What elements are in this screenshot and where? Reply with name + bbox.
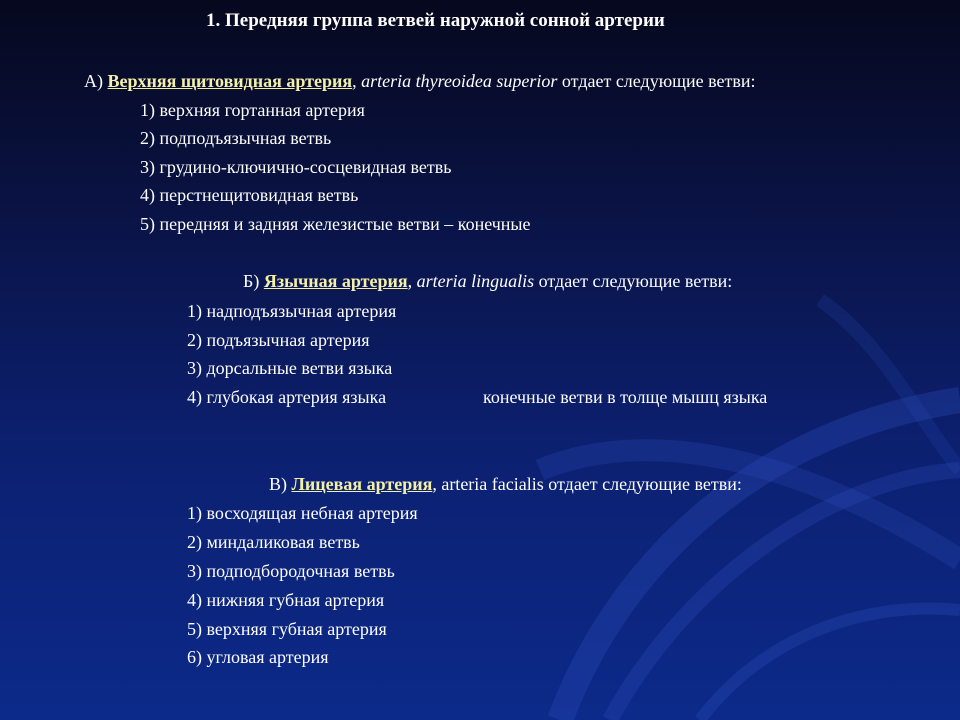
section-a-item: 2) подподъязычная ветвь — [140, 128, 332, 148]
section-b-item: 1) надподъязычная артерия — [187, 301, 397, 321]
section-a-artery-name: Верхняя щитовидная артерия — [107, 71, 353, 91]
section-c-latin-name: arteria facialis — [441, 474, 544, 494]
section-b-prefix: Б) — [243, 271, 260, 291]
section-a-item: 5) передняя и задняя железистые ветви – конечные — [140, 214, 531, 234]
section-a-suffix: отдает следующие ветви: — [561, 71, 756, 91]
section-a-latin-name: arteria thyreoidea superior — [361, 71, 558, 91]
section-b-item: 3) дорсальные ветви языка — [187, 358, 393, 378]
section-b-latin-name: arteria lingualis — [416, 271, 535, 291]
section-b-item: 4) глубокая артерия языка — [187, 387, 387, 407]
section-c-separator: , — [432, 474, 437, 494]
section-c-suffix: отдает следующие ветви: — [548, 474, 742, 494]
section-c-item: 4) нижняя губная артерия — [187, 590, 385, 610]
section-a-prefix: А) — [84, 71, 103, 91]
section-b-heading — [243, 270, 732, 292]
section-a-item: 3) грудино-ключично-сосцевидная ветвь — [140, 157, 452, 177]
section-c-item: 3) подподбородочная ветвь — [187, 561, 395, 581]
slide-title: 1. Передняя группа ветвей наружной сонной артерии — [206, 10, 665, 31]
section-a-item: 1) верхняя гортанная артерия — [140, 100, 365, 120]
section-b-suffix: отдает следующие ветви: — [538, 271, 733, 291]
section-b-artery-name: Язычная артерия — [263, 271, 408, 291]
section-b-separator: , — [407, 271, 413, 291]
section-c-heading — [269, 473, 742, 495]
section-c-item: 6) угловая артерия — [187, 647, 329, 667]
section-c-prefix: В) — [269, 474, 287, 494]
section-a-separator: , — [352, 71, 357, 91]
section-b-terminal-note: конечные ветви в толще мышц языка — [483, 387, 768, 407]
section-a-heading — [84, 70, 756, 92]
section-b-item: 2) подъязычная артерия — [187, 330, 370, 350]
section-c-item: 2) миндаликовая ветвь — [187, 532, 360, 552]
section-c-item: 5) верхняя губная артерия — [187, 619, 387, 639]
section-c-artery-name: Лицевая артерия — [291, 474, 433, 494]
section-c-item: 1) восходящая небная артерия — [187, 503, 418, 523]
section-a-item: 4) перстнещитовидная ветвь — [140, 185, 359, 205]
